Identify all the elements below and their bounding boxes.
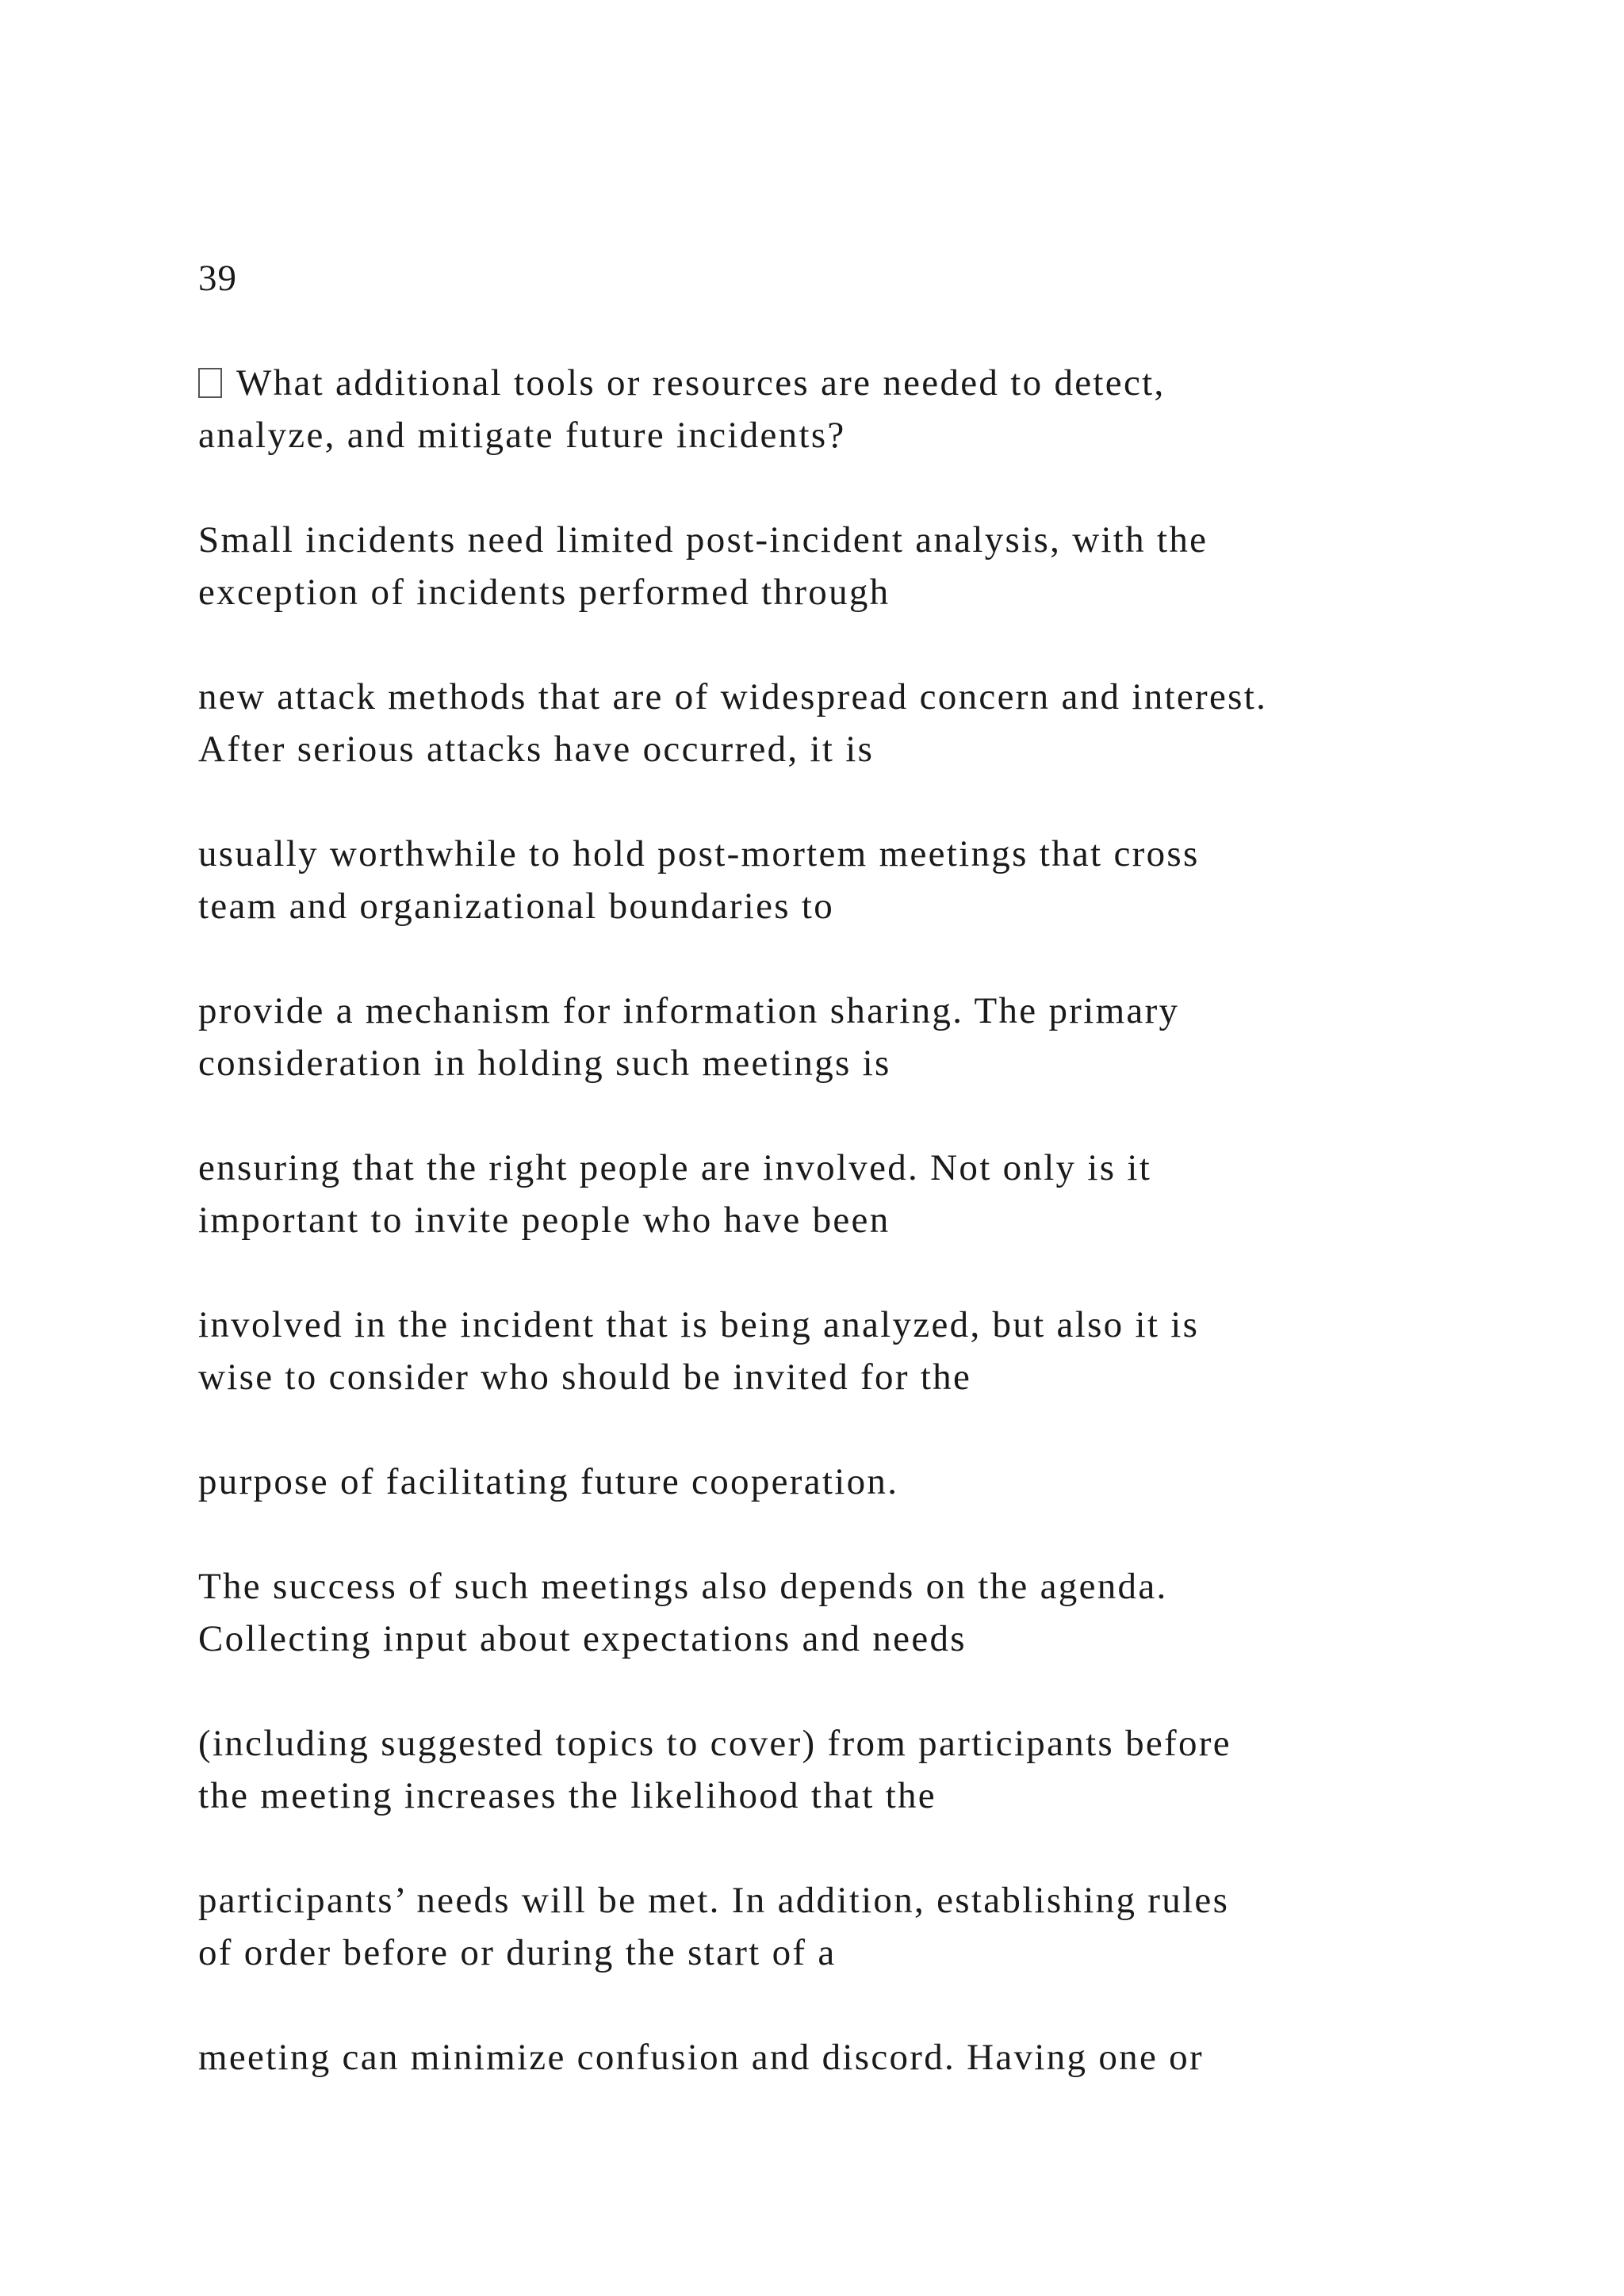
document-page [198, 252, 1546, 2136]
paragraph [198, 1142, 1546, 1246]
text-line: consideration in holding such meetings is [198, 1043, 891, 1084]
text-line: the meeting increases the likelihood that the [198, 1775, 936, 1816]
page-number: 39 [198, 258, 237, 299]
text-line: purpose of facilitating future cooperation. [198, 1461, 899, 1502]
bullet-paragraph [198, 357, 1546, 461]
text-line: of order before or during the start of a [198, 1932, 837, 1973]
text-line: ensuring that the right people are involved. Not only is it [198, 1147, 1152, 1188]
text-line: Small incidents need limited post-incident analysis, with the [198, 519, 1208, 561]
paragraph [198, 1456, 1546, 1508]
text-line: team and organizational boundaries to [198, 886, 835, 927]
paragraph [198, 1874, 1546, 1979]
paragraph [198, 514, 1546, 618]
missing-glyph-icon [198, 368, 222, 398]
text-line: wise to consider who should be invited for the [198, 1357, 972, 1398]
text-line: new attack methods that are of widespread concern and interest. [198, 676, 1268, 718]
text-line: (including suggested topics to cover) from participants before [198, 1723, 1231, 1764]
text-line: What additional tools or resources are needed to detect, [198, 357, 1546, 409]
text-line: provide a mechanism for information sharing. The primary [198, 990, 1180, 1031]
text-line: After serious attacks have occurred, it is [198, 729, 875, 770]
text-line: usually worthwhile to hold post-mortem meetings that cross [198, 833, 1200, 874]
paragraph [198, 828, 1546, 932]
paragraph [198, 1560, 1546, 1665]
paragraph [198, 1717, 1546, 1822]
paragraph [198, 1299, 1546, 1403]
text-line: involved in the incident that is being analyzed, but also it is [198, 1304, 1200, 1345]
paragraph [198, 985, 1546, 1089]
text-line: analyze, and mitigate future incidents? [198, 415, 846, 456]
text-line: exception of incidents performed through [198, 572, 891, 613]
text-line: The success of such meetings also depends on the agenda. [198, 1566, 1168, 1607]
paragraph [198, 2031, 1546, 2084]
text-line: participants’ needs will be met. In addition, establishing rules [198, 1880, 1230, 1921]
text-line: meeting can minimize confusion and discord. Having one or [198, 2037, 1204, 2078]
paragraph [198, 671, 1546, 775]
text-line: Collecting input about expectations and needs [198, 1618, 967, 1659]
text-line: important to invite people who have been [198, 1200, 891, 1241]
